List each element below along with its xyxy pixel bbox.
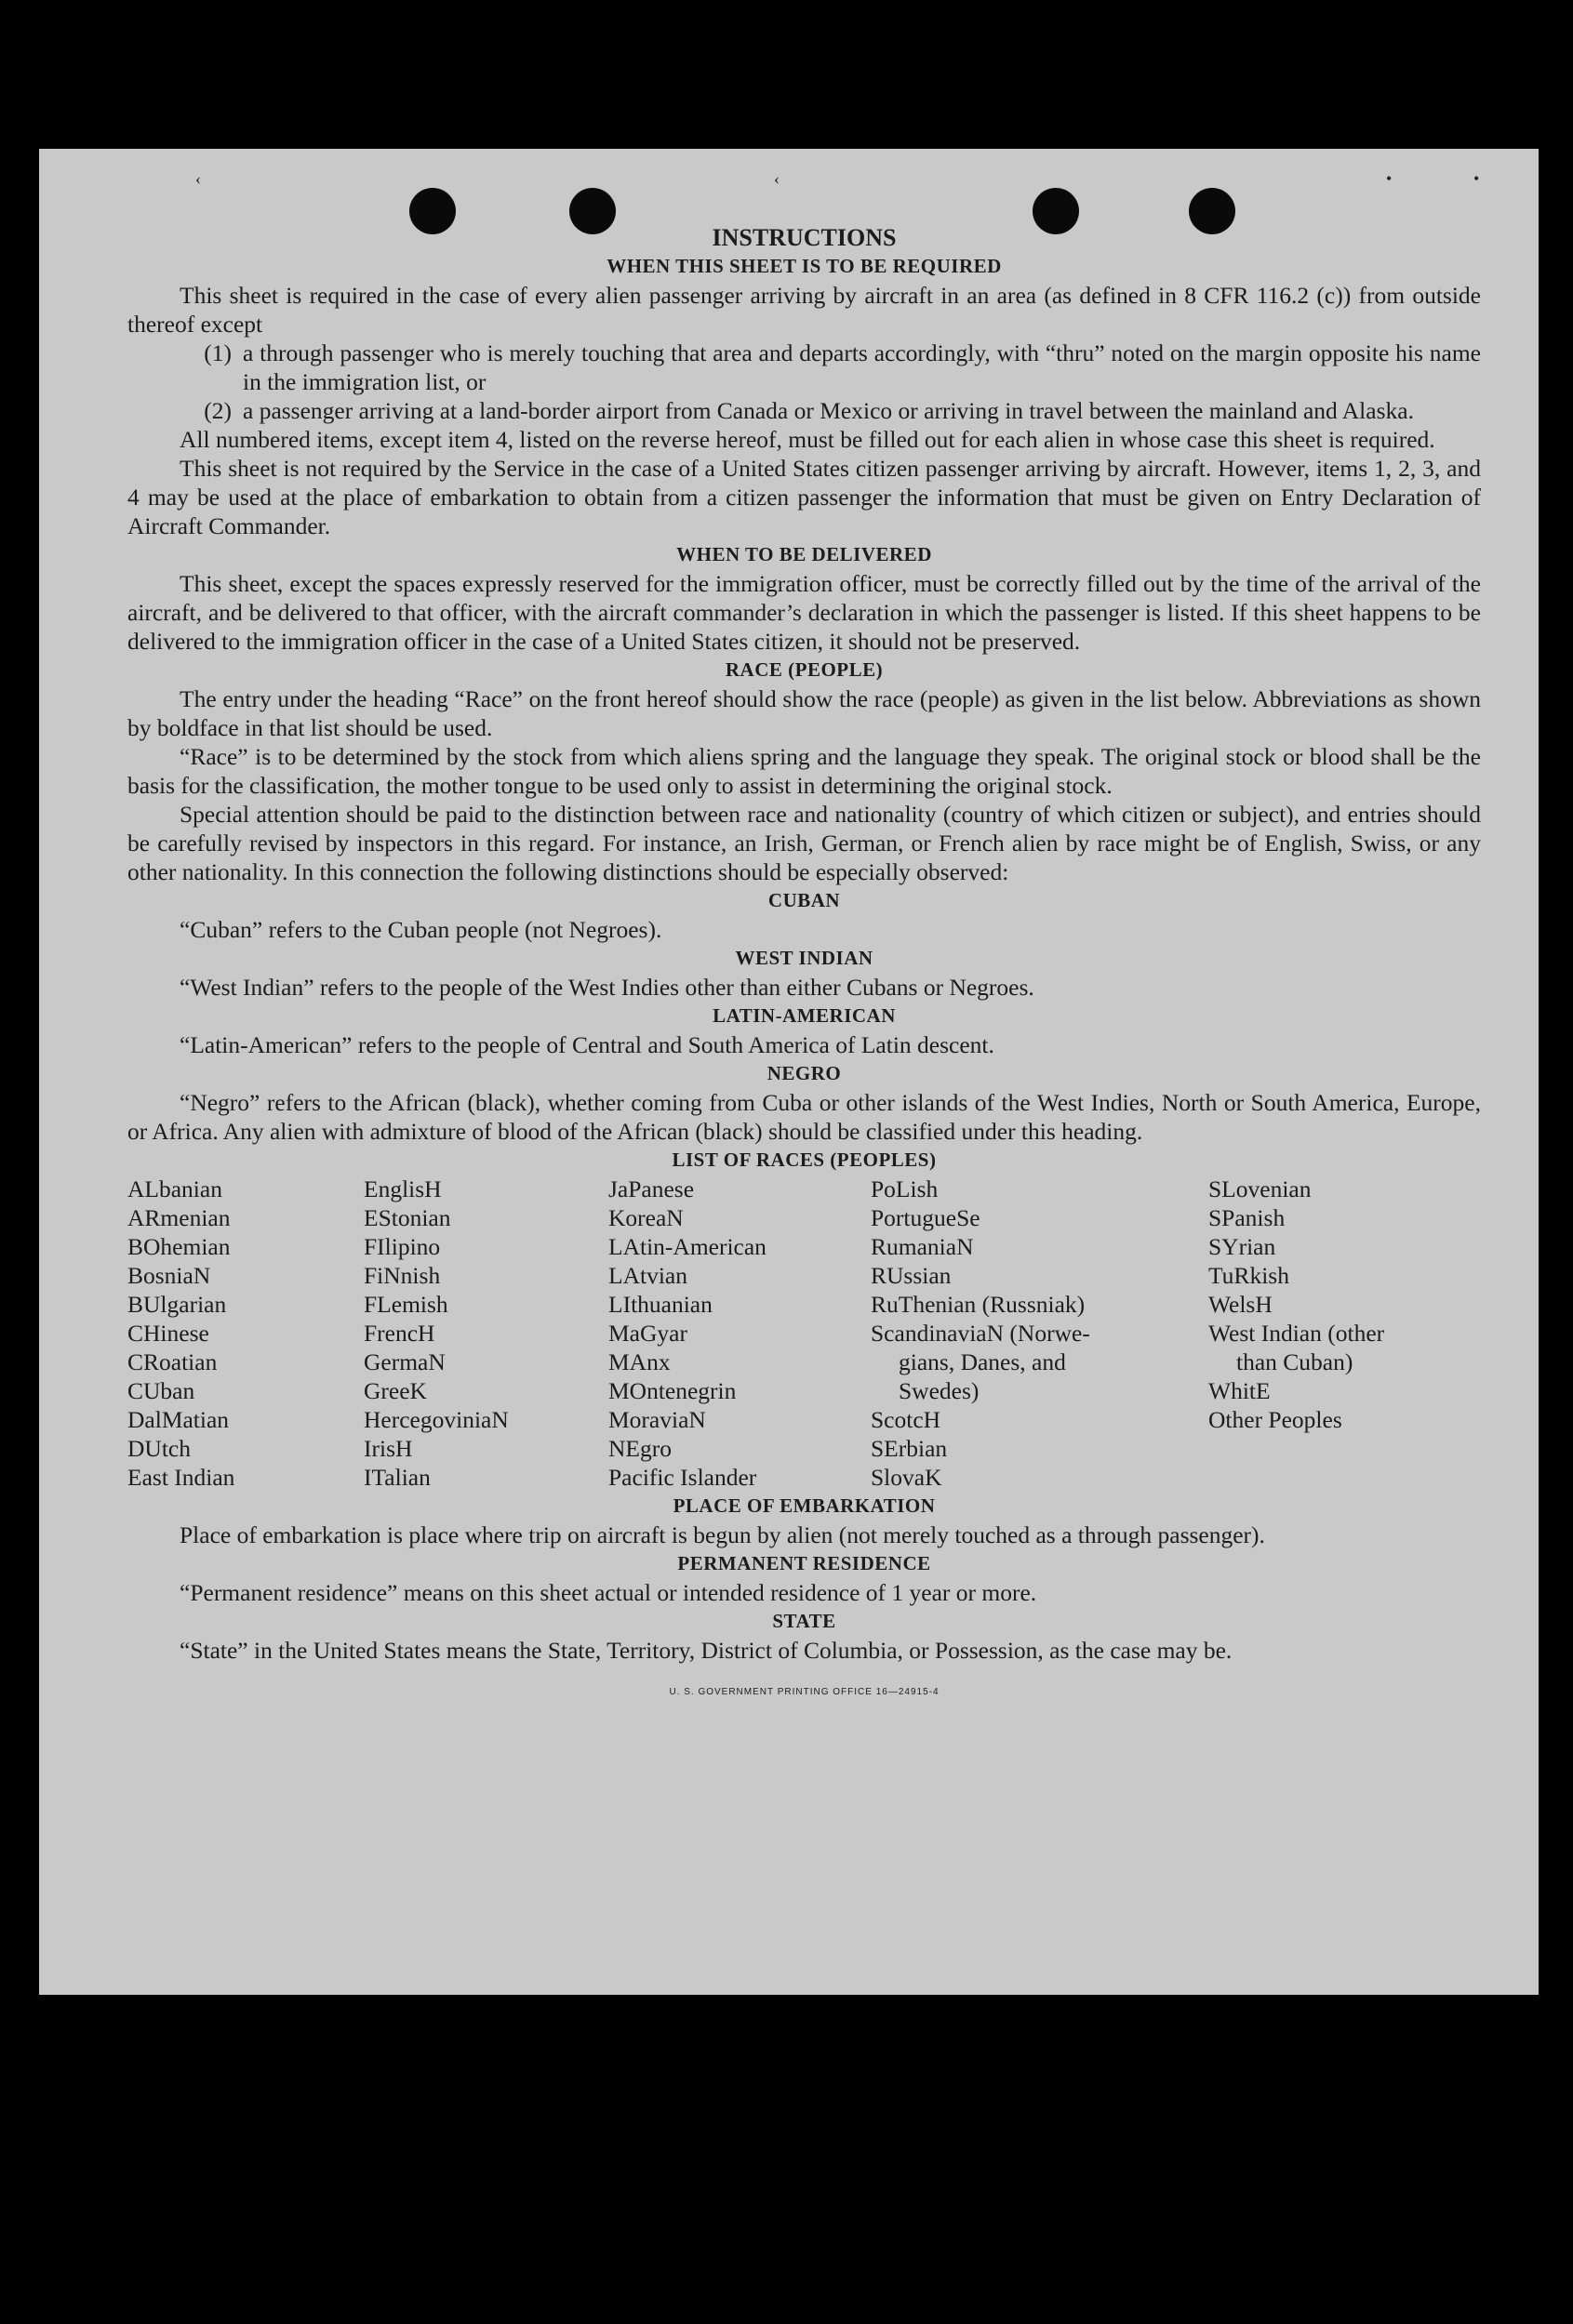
race-entry: West Indian (other bbox=[1208, 1320, 1385, 1347]
paragraph: “Permanent residence” means on this sheet actual or intended residence of 1 year or more. bbox=[180, 1579, 1037, 1606]
paragraph: This sheet is required in the case of every alien passenger arriving by aircraft in an area (as defined in 8 CFR 116.2 (c)) from outside thereof except bbox=[127, 282, 1481, 338]
item-number: (1) bbox=[204, 339, 232, 366]
race-entry: Other Peoples bbox=[1208, 1406, 1342, 1433]
section-heading: PLACE OF EMBARKATION bbox=[673, 1494, 936, 1517]
race-entry: SLovenian bbox=[1208, 1175, 1312, 1202]
race-entry: SPanish bbox=[1208, 1204, 1286, 1231]
race-entry: WelsH bbox=[1208, 1291, 1273, 1318]
item-number: (2) bbox=[204, 397, 232, 424]
race-entry: FiNnish bbox=[364, 1262, 441, 1289]
paragraph: “Cuban” refers to the Cuban people (not Negroes). bbox=[180, 916, 662, 943]
race-entry: MaGyar bbox=[608, 1320, 687, 1347]
race-entry: ARmenian bbox=[127, 1204, 231, 1231]
document-sheet bbox=[39, 149, 1539, 1995]
races-column bbox=[127, 1175, 364, 1492]
race-entry: ITalian bbox=[364, 1464, 431, 1491]
paragraph: Special attention should be paid to the distinction between race and nationality (country of which citizen or subject), and entries should be carefully revised by inspectors in this regard. For instance, an Irish, German, or French alien by race might be of English, Swiss, or any other nationality. In this connection the following distinctions should be especially observed: bbox=[127, 801, 1481, 885]
race-entry: FrencH bbox=[364, 1320, 435, 1347]
registration-mark: ‹ bbox=[774, 169, 780, 188]
paragraph: This sheet, except the spaces expressly reserved for the immigration officer, must be correctly filled out by the time of the arrival of the aircraft, and be delivered to that officer, with the aircraft commander’s declaration in which the passenger is listed. If this sheet happens to be delivered to the immigration officer in the case of a United States citizen, it should not be preserved. bbox=[127, 570, 1481, 655]
race-entry: MAnx bbox=[608, 1348, 671, 1375]
race-entry: EStonian bbox=[364, 1204, 451, 1231]
race-entry: MoraviaN bbox=[608, 1406, 706, 1433]
list-item bbox=[127, 396, 1481, 425]
race-entry-continued: than Cuban) bbox=[1236, 1348, 1353, 1375]
section-heading: LIST OF RACES (PEOPLES) bbox=[672, 1149, 937, 1171]
race-entry: ScandinaviaN (Norwe- bbox=[871, 1320, 1090, 1347]
race-entry: SlovaK bbox=[871, 1464, 942, 1491]
race-entry: CUban bbox=[127, 1377, 195, 1404]
registration-mark: • bbox=[1473, 169, 1480, 188]
race-entry: DalMatian bbox=[127, 1406, 230, 1433]
race-entry: BosniaN bbox=[127, 1262, 211, 1289]
race-entry: PortugueSe bbox=[871, 1204, 980, 1231]
page-title: INSTRUCTIONS bbox=[712, 224, 897, 251]
instructions-content bbox=[127, 223, 1481, 1706]
registration-mark: • bbox=[1386, 169, 1393, 188]
list-item bbox=[127, 339, 1481, 396]
paragraph: “West Indian” refers to the people of the West Indies other than either Cubans or Negroes. bbox=[180, 974, 1034, 1001]
race-entry: IrisH bbox=[364, 1435, 413, 1462]
section-heading: PERMANENT RESIDENCE bbox=[677, 1552, 931, 1574]
races-column bbox=[608, 1175, 871, 1492]
races-column bbox=[871, 1175, 1208, 1492]
race-entry: East Indian bbox=[127, 1464, 235, 1491]
race-entry: GermaN bbox=[364, 1348, 446, 1375]
race-entry: NEgro bbox=[608, 1435, 672, 1462]
race-entry: SYrian bbox=[1208, 1233, 1276, 1260]
section-heading: WHEN TO BE DELIVERED bbox=[676, 543, 932, 565]
races-list bbox=[127, 1175, 1481, 1492]
item-text: a through passenger who is merely touching that area and departs accordingly, with “thru” noted on the margin opposite his name in the immigration list, or bbox=[243, 339, 1481, 395]
section-heading: RACE (PEOPLE) bbox=[725, 658, 884, 681]
race-entry: ALbanian bbox=[127, 1175, 222, 1202]
paragraph: “Negro” refers to the African (black), whether coming from Cuba or other islands of the West Indies, North or South America, Europe, or Africa. Any alien with admixture of blood of the African (black) should be classified under this heading. bbox=[127, 1089, 1481, 1145]
item-text: a passenger arriving at a land-border airport from Canada or Mexico or arriving in travel between the mainland and Alaska. bbox=[243, 397, 1414, 424]
race-entry: CHinese bbox=[127, 1320, 209, 1347]
race-entry: LAtvian bbox=[608, 1262, 687, 1289]
section-heading: STATE bbox=[772, 1610, 836, 1632]
race-entry-continued: Swedes) bbox=[899, 1377, 980, 1404]
race-entry: CRoatian bbox=[127, 1348, 218, 1375]
paragraph: This sheet is not required by the Service in the case of a United States citizen passenger arriving by aircraft. However, items 1, 2, 3, and 4 may be used at the place of embarkation to obtain from a citizen passenger the information that must be given on Entry Declaration of Aircraft Commander. bbox=[127, 455, 1481, 539]
section-heading: NEGRO bbox=[767, 1062, 842, 1084]
race-entry: PoLish bbox=[871, 1175, 939, 1202]
race-entry: BUlgarian bbox=[127, 1291, 227, 1318]
race-entry: RuThenian (Russniak) bbox=[871, 1291, 1086, 1318]
race-entry: FIlipino bbox=[364, 1233, 441, 1260]
race-entry: Pacific Islander bbox=[608, 1464, 757, 1491]
section-heading: CUBAN bbox=[767, 889, 841, 911]
race-entry-continued: gians, Danes, and bbox=[899, 1348, 1066, 1375]
section-heading: WEST INDIAN bbox=[735, 947, 873, 969]
race-entry: RumaniaN bbox=[871, 1233, 974, 1260]
race-entry: HercegovinіaN bbox=[364, 1406, 509, 1433]
race-entry: GreeK bbox=[364, 1377, 427, 1404]
races-column bbox=[364, 1175, 608, 1492]
printer-imprint: U. S. GOVERNMENT PRINTING OFFICE 16—24915-4 bbox=[669, 1687, 940, 1697]
registration-mark: ‹ bbox=[195, 169, 201, 188]
paragraph: “Race” is to be determined by the stock from which aliens spring and the language they speak. The original stock or blood shall be the basis for the classification, the mother tongue to be used only to assist in determining the original stock. bbox=[127, 743, 1481, 799]
paragraph: Place of embarkation is place where trip on aircraft is begun by alien (not merely touched as a through passenger). bbox=[180, 1521, 1265, 1548]
race-entry: WhitE bbox=[1208, 1377, 1271, 1404]
paragraph: All numbered items, except item 4, listed on the reverse hereof, must be filled out for each alien in whose case this sheet is required. bbox=[180, 426, 1435, 453]
section-heading: WHEN THIS SHEET IS TO BE REQUIRED bbox=[607, 255, 1002, 277]
race-entry: KoreaN bbox=[608, 1204, 684, 1231]
race-entry: EnglisH bbox=[364, 1175, 442, 1202]
race-entry: ScotcH bbox=[871, 1406, 941, 1433]
paragraph: The entry under the heading “Race” on the front hereof should show the race (people) as given in the list below. Abbreviations as shown by boldface in that list should be used. bbox=[127, 685, 1481, 741]
race-entry: LAtin-American bbox=[608, 1233, 767, 1260]
race-entry: RUssian bbox=[871, 1262, 952, 1289]
race-entry: MOntenegrin bbox=[608, 1377, 737, 1404]
race-entry: FLemish bbox=[364, 1291, 448, 1318]
section-heading: LATIN-AMERICAN bbox=[713, 1004, 896, 1027]
race-entry: JaPanese bbox=[608, 1175, 695, 1202]
race-entry: LIthuanian bbox=[608, 1291, 713, 1318]
paragraph: “State” in the United States means the State, Territory, District of Columbia, or Possession, as the case may be. bbox=[180, 1637, 1233, 1664]
race-entry: SErbian bbox=[871, 1435, 948, 1462]
race-entry: DUtch bbox=[127, 1435, 191, 1462]
race-entry: TuRkish bbox=[1208, 1262, 1289, 1289]
races-column bbox=[1208, 1175, 1481, 1492]
paragraph: “Latin-American” refers to the people of Central and South America of Latin descent. bbox=[180, 1031, 994, 1058]
race-entry: BOhemian bbox=[127, 1233, 231, 1260]
